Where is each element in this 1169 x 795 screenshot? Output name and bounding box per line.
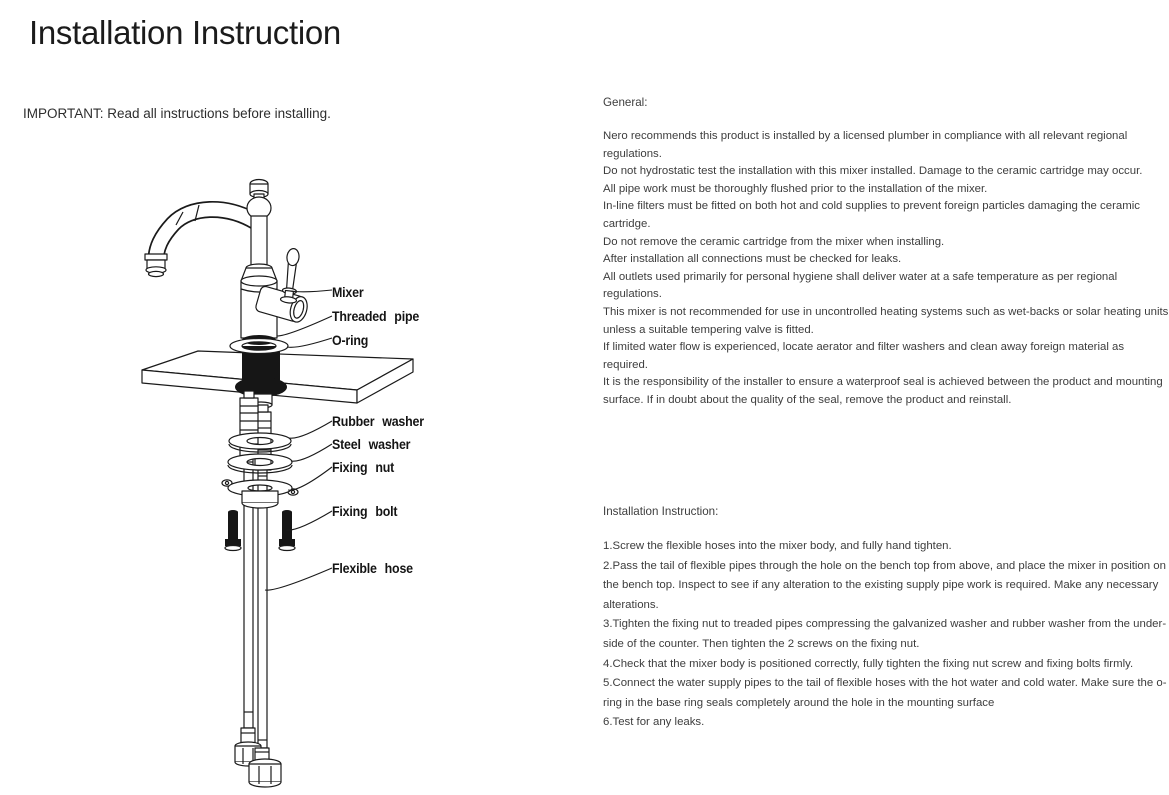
diagram-label-flexible-hose: Flexible hose: [332, 561, 413, 576]
diagram-label-o-ring: O-ring: [332, 333, 369, 348]
installation-step: 1.Screw the flexible hoses into the mixer body, and fully hand tighten.: [603, 540, 952, 552]
diagram-label-steel-washer: Steel washer: [332, 437, 411, 452]
general-section: [603, 96, 1169, 410]
general-paragraph: This mixer is not recommended for use in uncontrolled heating systems such as wet-backs or solar heating units unless a suitable tempering valve is fitted.: [603, 305, 1169, 336]
faucet-exploded-diagram: [128, 160, 598, 795]
page-title: Installation Instruction: [29, 14, 341, 51]
general-paragraph: Do not remove the ceramic cartridge from the mixer when installing.: [603, 235, 945, 248]
general-paragraph: Do not hydrostatic test the installation with this mixer installed. Damage to the ceramic cartridge may occur.: [603, 165, 1143, 178]
installation-step: 2.Pass the tail of flexible pipes through the hole on the bench top from above, and place the mixer in position on the bench top. Inspect to see if any alteration to the existing supply pipe work is required. Make any necessary alterations.: [603, 559, 1166, 611]
installation-step: 6.Test for any leaks.: [603, 716, 705, 729]
installation-step: 4.Check that the mixer body is positioned correctly, fully tighten the fixing nut screw and fixing bolts firmly.: [603, 657, 1134, 670]
general-paragraph: After installation all connections must be checked for leaks.: [603, 253, 902, 266]
general-paragraph: It is the responsibility of the installer to ensure a waterproof seal is achieved between the product and mounting surface. If in doubt about the quality of the seal, remove the product and reinstall.: [603, 376, 1163, 406]
mixer-part: [145, 180, 310, 354]
general-paragraph: Nero recommends this product is installed by a licensed plumber in compliance with all relevant regional regulations.: [603, 130, 1128, 160]
installation-steps: [603, 537, 1169, 733]
general-paragraph: All pipe work must be thoroughly flushed prior to the installation of the mixer.: [603, 182, 988, 195]
general-paragraphs: [603, 128, 1169, 410]
installation-section: [603, 505, 1169, 733]
general-heading: General:: [603, 96, 648, 109]
installation-step: 5.Connect the water supply pipes to the tail of flexible hoses with the hot water and cold water. Make sure the o-ring in the base ring seals completely around the hole in the mounting surface: [603, 677, 1167, 709]
diagram-label-mixer: Mixer: [332, 285, 364, 300]
diagram-label-threaded-pipe: Threaded pipe: [332, 309, 420, 324]
faucet-illustration: [128, 160, 598, 795]
diagram-label-fixing-bolt: Fixing bolt: [332, 504, 398, 519]
general-paragraph: If limited water flow is experienced, locate aerator and filter washers and clean away foreign material as required.: [603, 341, 1125, 371]
installation-step: 3.Tighten the fixing nut to treaded pipes compressing the galvanized washer and rubber washer from the under-side of the counter. Then tighten the 2 screws on the fixing nut.: [603, 618, 1167, 650]
general-paragraph: All outlets used primarily for personal hygiene shall deliver water at a safe temperature as per regional regulations.: [603, 270, 1118, 301]
fixing-nut-part: [222, 480, 298, 508]
diagram-label-rubber-washer: Rubber washer: [332, 414, 424, 429]
diagram-label-fixing-nut: Fixing nut: [332, 460, 395, 475]
important-note: IMPORTANT: Read all instructions before installing.: [23, 106, 331, 121]
general-paragraph: In-line filters must be fitted on both hot and cold supplies to prevent foreign particles damaging the ceramic cartridge.: [603, 200, 1140, 230]
installation-heading: Installation Instruction:: [603, 505, 719, 518]
